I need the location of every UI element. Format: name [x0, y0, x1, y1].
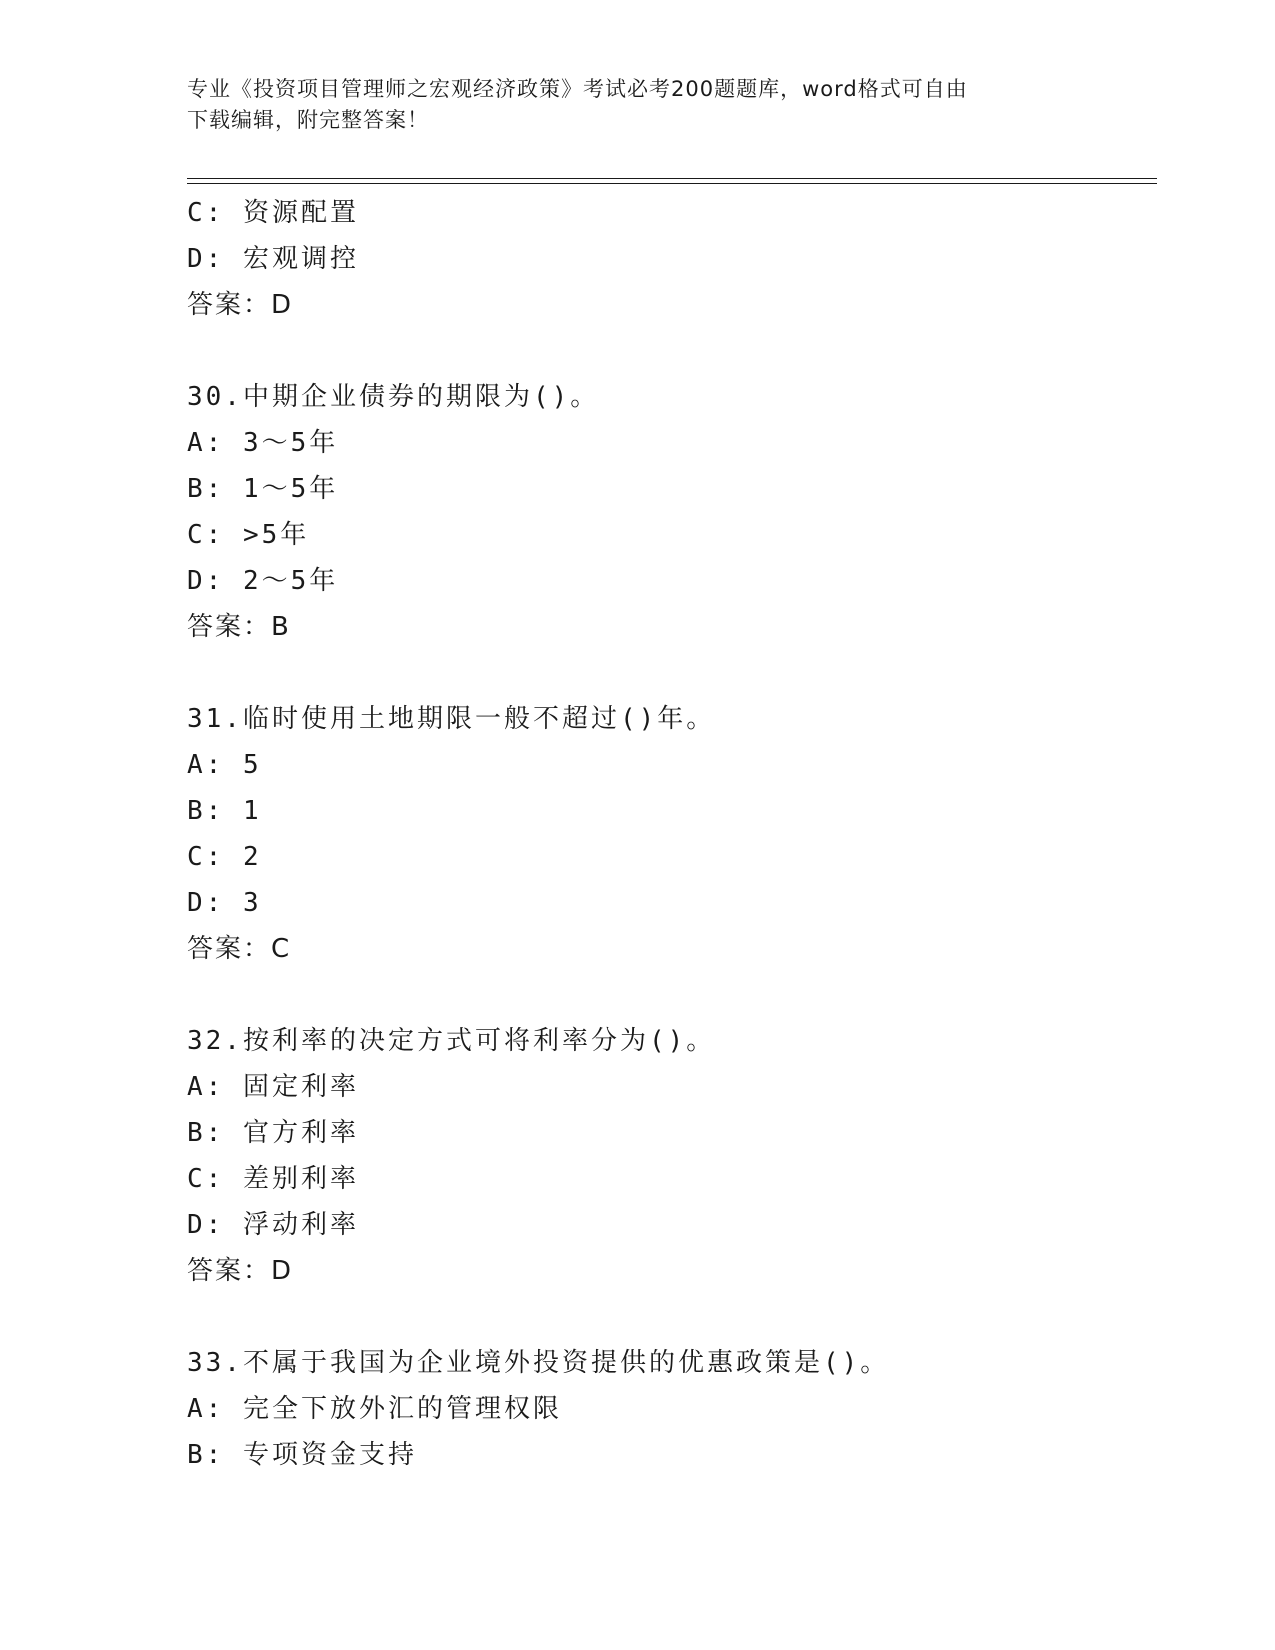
- option-a: A: 完全下放外汇的管理权限: [187, 1394, 562, 1424]
- option-a: A: 3～5年: [187, 428, 339, 458]
- answer-line: 答案：D: [187, 290, 294, 320]
- option-b: B: 1: [187, 796, 262, 826]
- question-block-32: [187, 1018, 1167, 1294]
- option-d: D: 2～5年: [187, 566, 339, 596]
- question-block-previous: [187, 190, 1167, 328]
- option-c: C: >5年: [187, 520, 310, 550]
- answer-line: 答案：C: [187, 934, 292, 964]
- answer-line: 答案：B: [187, 612, 291, 642]
- question-block-33: [187, 1340, 1167, 1478]
- header-line-1: 专业《投资项目管理师之宏观经济政策》考试必考200题题库，word格式可自由: [187, 77, 968, 101]
- option-a: A: 固定利率: [187, 1072, 359, 1102]
- spacer: [187, 328, 1167, 374]
- option-b: B: 1～5年: [187, 474, 339, 504]
- document-header: [187, 74, 1067, 136]
- option-d: D: 3: [187, 888, 262, 918]
- option-a: A: 5: [187, 750, 262, 780]
- question-text: 32.按利率的决定方式可将利率分为()。: [187, 1026, 716, 1056]
- answer-line: 答案：D: [187, 1256, 294, 1286]
- header-line-2: 下载编辑，附完整答案！: [187, 108, 429, 132]
- spacer: [187, 650, 1167, 696]
- question-text: 31.临时使用土地期限一般不超过()年。: [187, 704, 716, 734]
- option-c: C: 2: [187, 842, 262, 872]
- option-c: C: 资源配置: [187, 198, 359, 228]
- question-block-30: [187, 374, 1167, 650]
- option-c: C: 差别利率: [187, 1164, 359, 1194]
- question-block-31: [187, 696, 1167, 972]
- option-d: D: 浮动利率: [187, 1210, 359, 1240]
- option-b: B: 官方利率: [187, 1118, 359, 1148]
- option-b: B: 专项资金支持: [187, 1440, 417, 1470]
- header-rule-top: [187, 178, 1157, 179]
- option-d: D: 宏观调控: [187, 244, 359, 274]
- question-text: 30.中期企业债券的期限为()。: [187, 382, 600, 412]
- question-text: 33.不属于我国为企业境外投资提供的优惠政策是()。: [187, 1348, 890, 1378]
- header-rule-bottom: [187, 183, 1157, 184]
- spacer: [187, 1294, 1167, 1340]
- question-list: [187, 190, 1167, 1478]
- spacer: [187, 972, 1167, 1018]
